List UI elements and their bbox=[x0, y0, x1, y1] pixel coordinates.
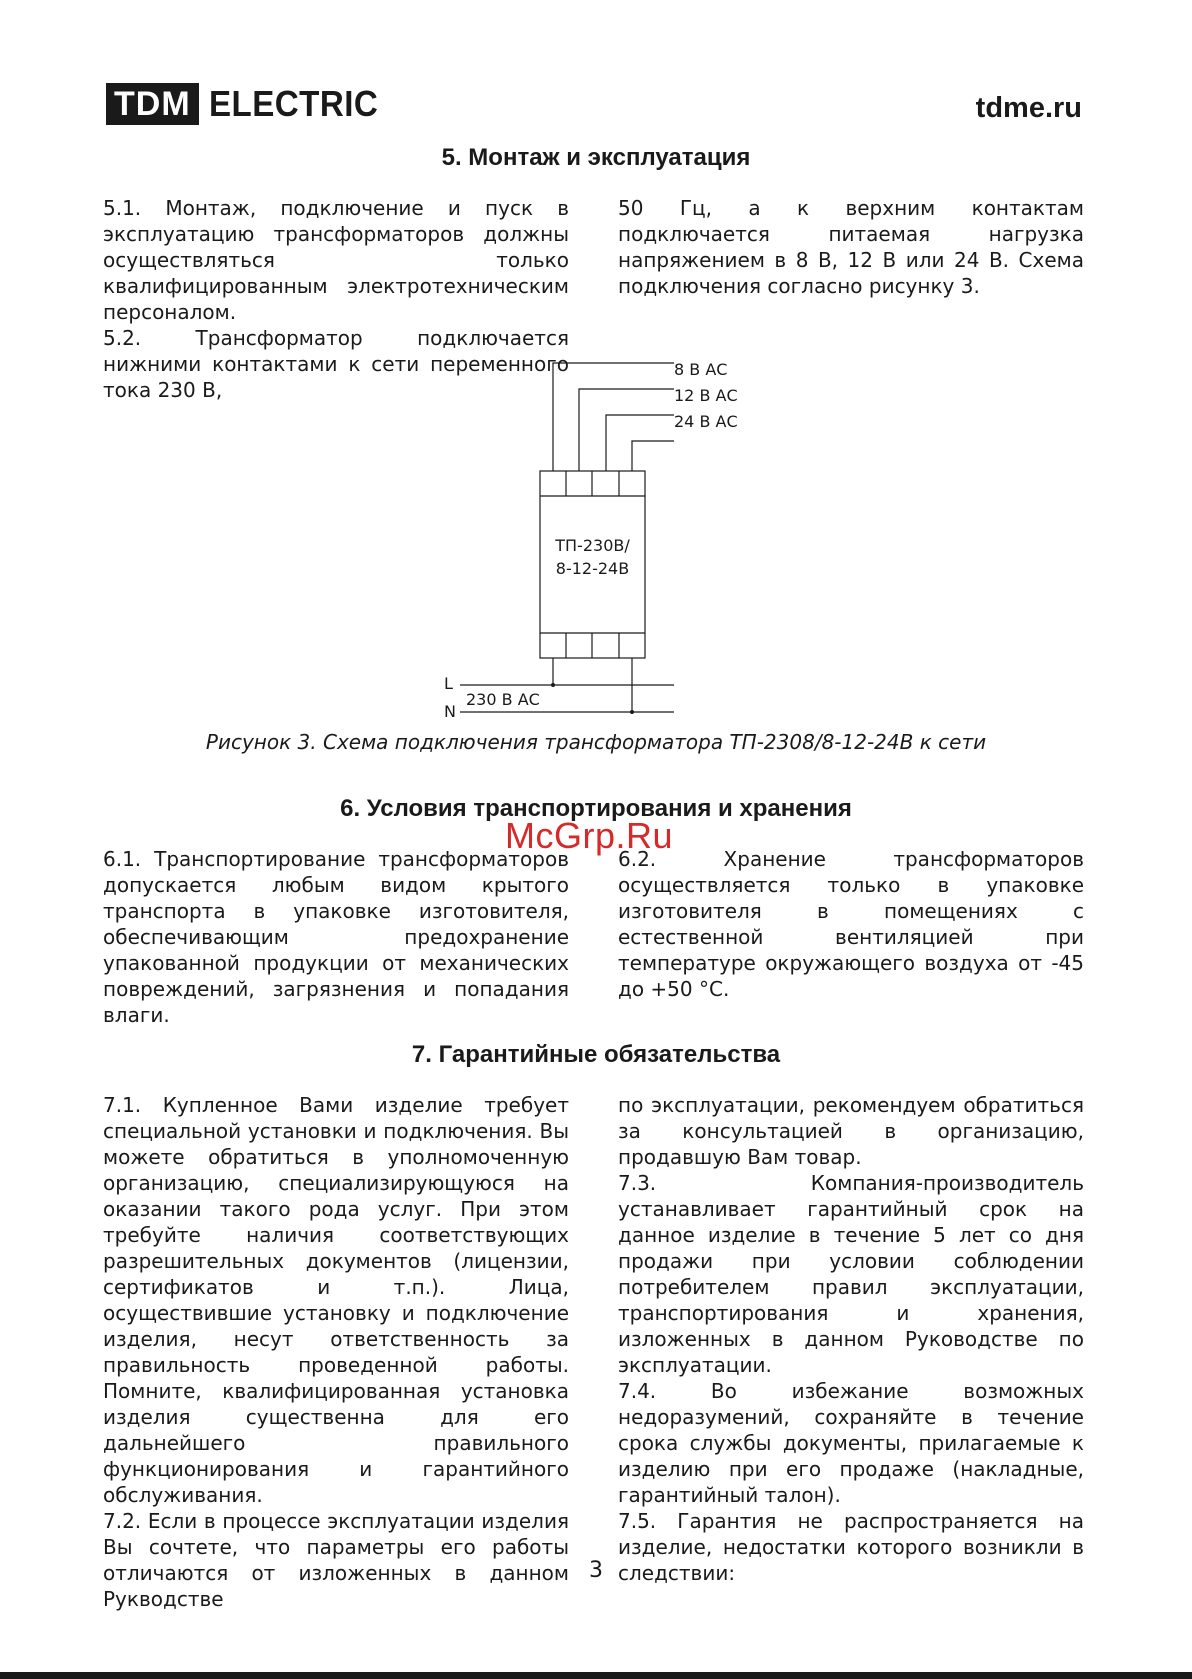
paragraph-5-2: 5.2. Трансформатор подключается нижними контактами к сети переменного тока 230 В, bbox=[103, 326, 569, 402]
wiring-diagram bbox=[430, 355, 750, 725]
wire-common bbox=[632, 441, 674, 471]
label-n: N bbox=[444, 702, 456, 721]
paragraph-7-2-cont: по эксплуатации, рекомендуем обратиться за консультацией в организацию, продавшую Вам товар. bbox=[618, 1093, 1084, 1169]
wire-12v bbox=[579, 389, 674, 471]
paragraph-7-1: 7.1. Купленное Вами изделие требует специальной установки и подключения. Вы можете обратиться в уполномоченную организацию, специализирующуюся на оказании такого рода услуг. При этом требуйте наличия соответствующих разрешительных документов (лицензии, сертификатов и т.п.). Лица, осуществившие установку и подключение изделия, несут ответственность за правильность проведенной работы. Помните, квалифицированная установка изделия существенна для его дальнейшего правильного функционирования и гарантийного обслуживания. bbox=[103, 1093, 569, 1507]
section-5-title: 5. Монтаж и эксплуатация bbox=[441, 144, 751, 171]
section-6-title: 6. Условия транспортирования и хранения bbox=[340, 795, 852, 822]
section-7-right-column bbox=[618, 1092, 1084, 1586]
paragraph-5-1: 5.1. Монтаж, подключение и пуск в эксплуатацию трансформаторов должны осуществляться только квалифицированным электротехническим персоналом. bbox=[103, 196, 569, 324]
label-12v: 12 В АС bbox=[674, 386, 738, 405]
watermark: McGrp.Ru bbox=[505, 815, 674, 856]
page-number: 3 bbox=[589, 1558, 603, 1583]
label-l: L bbox=[444, 674, 453, 693]
logo-box: TDM bbox=[106, 83, 199, 125]
section-7-left-column bbox=[103, 1092, 569, 1612]
figure-3-caption: Рисунок 3. Схема подключения трансформатора ТП-2308/8-12-24В к сети bbox=[205, 730, 987, 754]
site-url[interactable]: tdme.ru bbox=[975, 92, 1082, 124]
label-230v: 230 В АС bbox=[466, 690, 540, 709]
junction-n bbox=[630, 710, 634, 714]
paragraph-7-4: 7.4. Во избежание возможных недоразумений, сохраняйте в течение срока службы документы, прилагаемые к изделию при его продаже (накладные, гарантийный талон). bbox=[618, 1379, 1084, 1507]
page-bottom-edge bbox=[0, 1672, 1192, 1679]
section-6-left-column bbox=[103, 846, 569, 1028]
section-7-title: 7. Гарантийные обязательства bbox=[411, 1041, 781, 1068]
section-6-right-column bbox=[618, 846, 1084, 1002]
logo-word: ELECTRIC bbox=[208, 83, 378, 124]
device-label-2: 8-12-24В bbox=[555, 559, 630, 578]
tdm-electric-logo bbox=[106, 83, 393, 125]
junction-l bbox=[551, 683, 555, 687]
paragraph-7-2: 7.2. Если в процессе эксплуатации изделия Вы сочтете, что параметры его работы отличаются от изложенных в данном Рукводстве bbox=[103, 1509, 569, 1611]
paragraph-6-1: 6.1. Транспортирование трансформаторов допускается любым видом крытого транспорта в упаковке изготовителя, обеспечивающим предохранение упакованной продукции от механических повреждений, загрязнения и попадания влаги. bbox=[103, 847, 569, 1027]
device-label-1: ТП-230В/ bbox=[555, 536, 630, 555]
wire-24v bbox=[606, 415, 674, 471]
paragraph-7-5: 7.5. Гарантия не распространяется на изделие, недостатки которого возникли в следствии: bbox=[618, 1509, 1084, 1585]
section-5-right-column bbox=[618, 195, 1084, 299]
paragraph-5-2-cont: 50 Гц, а к верхним контактам подключается питаемая нагрузка напряжением в 8 В, 12 В или 24 В. Схема подключения согласно рисунку 3. bbox=[618, 196, 1084, 298]
paragraph-7-3: 7.3. Компания-производитель устанавливает гарантийный срок на данное изделие в течение 5 лет со дня продажи при условии соблюдении потребителем правил эксплуатации, транспортирования и хранения, изложенных в данном Руководстве по эксплуатации. bbox=[618, 1171, 1084, 1377]
wire-8v bbox=[553, 363, 674, 471]
label-24v: 24 В АС bbox=[674, 412, 738, 431]
paragraph-6-2: 6.2. Хранение трансформаторов осуществляется только в упаковке изготовителя в помещениях с естественной вентиляцией при температуре окружающего воздуха от -45 до +50 °С. bbox=[618, 847, 1084, 1001]
label-8v: 8 В АС bbox=[674, 360, 728, 379]
